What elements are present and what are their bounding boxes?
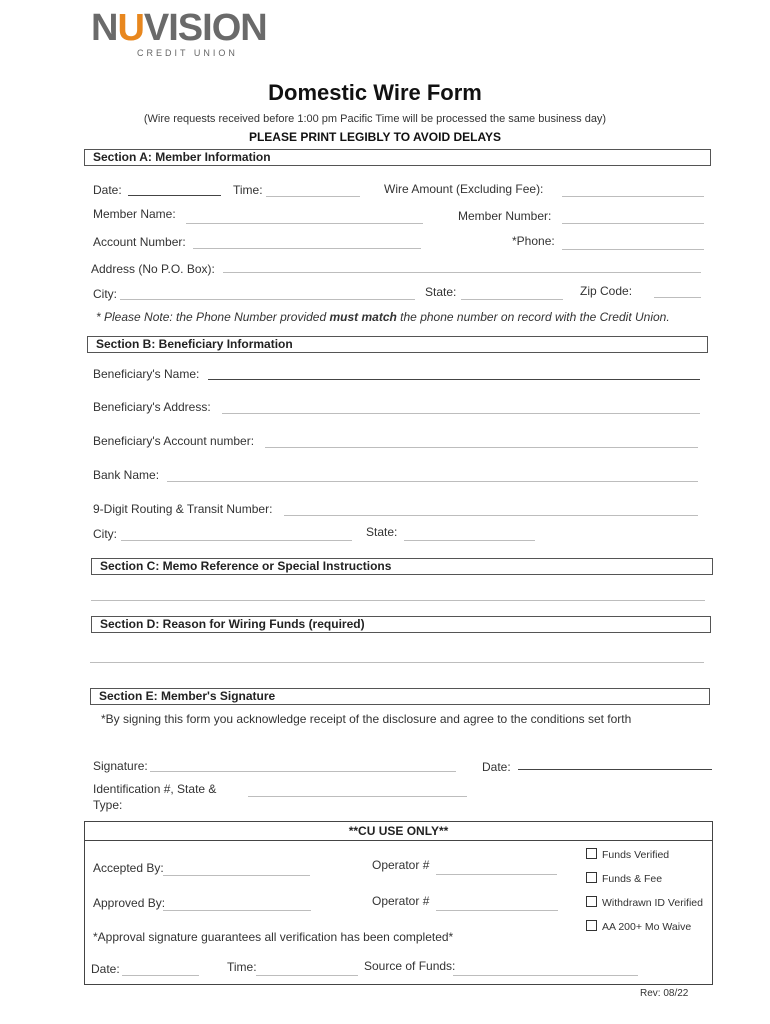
accepted-by-label: Accepted By:: [93, 861, 164, 875]
cu-time-field[interactable]: [256, 975, 358, 976]
section-e-heading: Section E: Member's Signature: [99, 689, 276, 703]
id-label-line1: Identification #, State &: [93, 782, 217, 796]
operator-2-field[interactable]: [436, 910, 558, 911]
bank-name-label: Bank Name:: [93, 468, 160, 482]
bank-name-field[interactable]: [167, 481, 698, 482]
funds-fee-checkbox[interactable]: [586, 872, 597, 883]
member-name-label: Member Name:: [93, 207, 176, 221]
logo-prefix: N: [91, 7, 118, 49]
funds-verified-label: Funds Verified: [602, 849, 670, 861]
signature-date-label: Date:: [482, 760, 511, 774]
account-number-field[interactable]: [193, 248, 421, 249]
operator-2-label: Operator #: [372, 894, 430, 908]
phone-note: [96, 310, 670, 324]
cu-date-label: Date:: [91, 962, 120, 976]
city-field[interactable]: [120, 299, 415, 300]
section-b-heading: Section B: Beneficiary Information: [96, 337, 293, 351]
source-of-funds-label: Source of Funds:: [364, 959, 456, 973]
signature-label: Signature:: [93, 759, 148, 773]
address-field[interactable]: [223, 272, 701, 273]
memo-field[interactable]: [91, 600, 705, 601]
beneficiary-name-label: Beneficiary's Name:: [93, 367, 200, 381]
section-e-header: [90, 688, 710, 705]
section-a-header: [84, 149, 711, 166]
section-c-header: [91, 558, 713, 575]
wire-amount-label: Wire Amount (Excluding Fee):: [384, 182, 544, 196]
phone-note-start: * Please Note: the Phone Number provided: [96, 310, 330, 324]
logo-subtitle: CREDIT UNION: [137, 48, 238, 58]
member-number-field[interactable]: [562, 223, 704, 224]
logo-suffix: VISION: [143, 7, 267, 49]
cu-time-label: Time:: [227, 960, 257, 974]
routing-field[interactable]: [284, 515, 698, 516]
beneficiary-address-label: Beneficiary's Address:: [93, 400, 211, 414]
routing-label: 9-Digit Routing & Transit Number:: [93, 502, 273, 516]
beneficiary-city-field[interactable]: [121, 540, 352, 541]
section-d-header: [91, 616, 711, 633]
reason-field[interactable]: [90, 662, 704, 663]
section-d-heading: Section D: Reason for Wiring Funds (required): [100, 617, 365, 631]
withdrawn-id-label: Withdrawn ID Verified: [602, 897, 703, 909]
signature-field[interactable]: [150, 771, 456, 772]
source-of-funds-field[interactable]: [453, 975, 638, 976]
city-label: City:: [93, 287, 117, 301]
accepted-by-field[interactable]: [163, 875, 310, 876]
approved-by-field[interactable]: [163, 910, 311, 911]
member-name-field[interactable]: [186, 223, 423, 224]
beneficiary-state-label: State:: [366, 525, 398, 539]
operator-1-label: Operator #: [372, 858, 430, 872]
account-number-label: Account Number:: [93, 235, 186, 249]
cu-date-field[interactable]: [122, 975, 199, 976]
time-label: Time:: [233, 183, 263, 197]
print-legibly-note: PLEASE PRINT LEGIBLY TO AVOID DELAYS: [248, 130, 502, 144]
section-c-heading: Section C: Memo Reference or Special Instructions: [100, 559, 392, 573]
signature-date-field[interactable]: [518, 769, 712, 770]
approved-by-label: Approved By:: [93, 896, 166, 910]
aa-waive-checkbox[interactable]: [586, 920, 597, 931]
beneficiary-account-field[interactable]: [265, 447, 698, 448]
logo: [91, 8, 267, 48]
approval-note: *Approval signature guarantees all verification has been completed*: [93, 930, 454, 944]
state-field[interactable]: [461, 299, 563, 300]
wire-amount-field[interactable]: [562, 196, 704, 197]
cu-use-only-heading: **CU USE ONLY**: [348, 824, 449, 838]
section-a-heading: Section A: Member Information: [93, 150, 271, 164]
funds-verified-checkbox[interactable]: [586, 848, 597, 859]
funds-fee-label: Funds & Fee: [602, 873, 663, 885]
revision-label: Rev: 08/22: [640, 988, 689, 999]
operator-1-field[interactable]: [436, 874, 557, 875]
state-label: State:: [425, 285, 457, 299]
beneficiary-state-field[interactable]: [404, 540, 535, 541]
form-subtitle: (Wire requests received before 1:00 pm Pacific Time will be processed the same business day): [143, 113, 607, 125]
phone-note-end: the phone number on record with the Credit Union.: [396, 310, 670, 324]
cu-use-only-header: [84, 821, 713, 841]
id-label-line2: Type:: [93, 798, 123, 812]
aa-waive-label: AA 200+ Mo Waive: [602, 921, 692, 933]
logo-accent: U: [117, 7, 144, 49]
beneficiary-city-label: City:: [93, 527, 117, 541]
member-number-label: Member Number:: [458, 209, 552, 223]
date-field[interactable]: [128, 195, 221, 196]
date-label: Date:: [93, 183, 122, 197]
phone-note-emphasis: must match: [329, 310, 397, 324]
zip-field[interactable]: [654, 297, 701, 298]
section-b-header: [87, 336, 708, 353]
zip-label: Zip Code:: [580, 284, 633, 298]
phone-field[interactable]: [562, 249, 704, 250]
beneficiary-name-field[interactable]: [208, 379, 700, 380]
beneficiary-account-label: Beneficiary's Account number:: [93, 434, 255, 448]
acknowledgement-text: *By signing this form you acknowledge receipt of the disclosure and agree to the conditions set forth: [101, 712, 632, 726]
identification-field[interactable]: [248, 796, 467, 797]
address-label: Address (No P.O. Box):: [91, 262, 215, 276]
time-field[interactable]: [266, 196, 360, 197]
beneficiary-address-field[interactable]: [222, 413, 700, 414]
phone-label: *Phone:: [512, 234, 555, 248]
form-title: Domestic Wire Form: [268, 80, 482, 105]
withdrawn-id-checkbox[interactable]: [586, 896, 597, 907]
